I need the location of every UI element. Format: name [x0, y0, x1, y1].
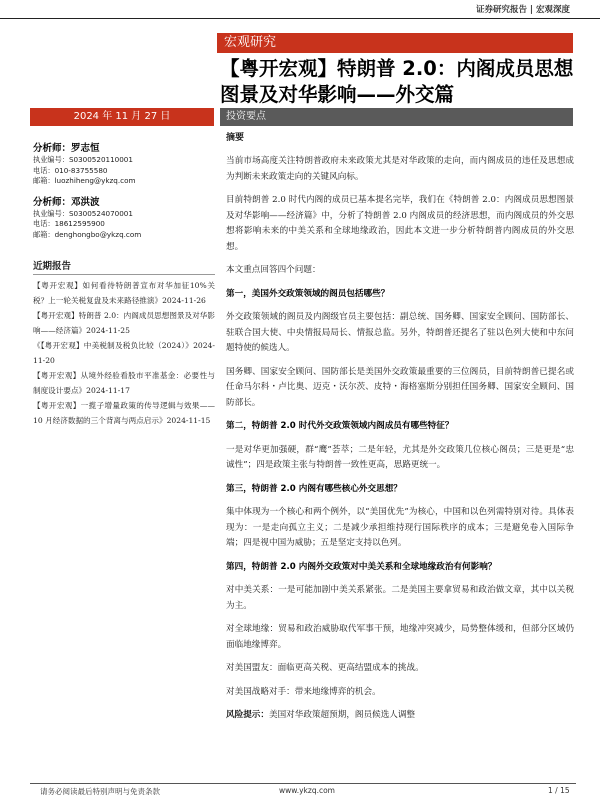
- analyst-phone: 电话：010-83755580: [33, 165, 108, 175]
- abstract-heading: 摘要: [226, 133, 245, 143]
- recent-report-link[interactable]: 【粤开宏观】从境外经验看股市平准基金：必要性与制度设计要点》2024-11-17: [33, 371, 215, 395]
- abstract-section: [226, 130, 574, 732]
- analyst-block: [33, 140, 215, 187]
- paragraph: 国务卿、国家安全顾问、国防部长是美国外交政策最重要的三位阁员，目前特朗普已提名或任命马尔科・卢比奥、迈克・沃尔茨、皮特・海格塞斯分别担任国务卿、国家安全顾问、国防部长。: [226, 366, 574, 408]
- page-header: [0, 0, 600, 19]
- investment-highlights-band: 投资要点: [220, 108, 573, 126]
- paragraph: 外交政策领域的阁员及内阁级官员主要包括：副总统、国务卿、国家安全顾问、国防部长、驻联合国大使、中央情报局局长、情报总监。另外，特朗普还提名了驻以色列大使和中东问题特使的候选人。: [226, 312, 574, 353]
- paragraph: 本文重点回答四个问题：: [226, 265, 321, 275]
- question-heading: 第二，特朗普 2.0 时代外交政策领域内阁成员有哪些特征？: [226, 421, 454, 431]
- analyst-block: [33, 194, 215, 241]
- risk-text: 美国对华政策超预期，阁员候选人调整: [268, 710, 416, 720]
- paragraph: 对中美关系：一是可能加剧中美关系紧张。二是美国主要拿贸易和政治做文章，其中以关税为主。: [226, 585, 574, 611]
- risk-label: 风险提示：: [226, 710, 269, 720]
- analyst-license: 执业编号：S0300524070001: [33, 208, 133, 218]
- paragraph: 当前市场高度关注特朗普政府未来政策尤其是对华政策的走向，而内阁成员的违任及思想成为判断未来政策走向的关键风向标。: [226, 156, 574, 182]
- analyst-name: 分析师：罗志恒: [33, 143, 100, 154]
- question-heading: 第四，特朗普 2.0 内阁外交政策对中美关系和全球地缘政治有何影响？: [226, 561, 497, 572]
- paragraph: 目前特朗普 2.0 时代内阁的成员已基本提名完毕，我们在《特朗普 2.0：内阁成员思想图景及对华影响——经济篇》中，分析了特朗普 2.0 内阁成员的经济思想，而内阁成员的外交思想将影响未来的中美关系和全球地缘政治，因此本文进一步分析特朗普内阁成员的外交思想。: [226, 195, 574, 252]
- section-label: 宏观研究: [217, 33, 573, 53]
- page-number: 1 / 15: [548, 786, 570, 795]
- analyst-name: 分析师：邓洪波: [33, 196, 100, 208]
- recent-report-link[interactable]: 【粤开宏观】特朗普 2.0：内阁成员思想图景及对华影响——经济篇》2024-11-25: [33, 311, 215, 335]
- analyst-license: 执业编号：S0300520110001: [33, 155, 133, 164]
- sidebar: [33, 140, 215, 428]
- paragraph: 对全球地缘：贸易和政治威胁取代军事干预，地缘冲突减少，局势整体缓和，但部分区域仍面临地缘博弈。: [226, 624, 574, 650]
- analyst-email[interactable]: 邮箱：luozhiheng@ykzq.com: [33, 176, 136, 185]
- paragraph: 对美国盟友：面临更高关税、更高结盟成本的挑战。: [226, 663, 424, 673]
- risk-warning: [226, 708, 574, 724]
- paragraph: 对美国战略对手：带来地缘博弈的机会。: [226, 686, 381, 697]
- report-date: 2024 年 11 月 27 日: [30, 108, 214, 126]
- question-heading: 第三，特朗普 2.0 内阁有哪些核心外交思想？: [226, 483, 402, 494]
- footer-website[interactable]: www.ykzq.com: [279, 786, 335, 795]
- analyst-phone: 电话：18612595900: [33, 219, 105, 228]
- question-heading: 第一，美国外交政策领域的阁员包括哪些？: [226, 288, 390, 299]
- recent-report-link[interactable]: 【粤开宏观】一揽子增量政策的传导逻辑与效果——10 月经济数据的三个背离与两点启示》2024-11-15: [33, 401, 215, 425]
- header-label: 证券研究报告 | 宏观深度: [475, 5, 570, 15]
- paragraph: 集中体现为一个核心和两个例外，以“美国优先”为核心，中国和以色列需特别对待。具体表现为：一是走向孤立主义；二是减少承担维持现行国际秩序的成本；三是避免卷入国际争端；四是视中国为威胁；五是坚定支持以色列。: [226, 507, 574, 548]
- report-title: 【粤开宏观】特朗普 2.0：内阁成员思想图景及对华影响——外交篇: [220, 57, 574, 106]
- analyst-email[interactable]: 邮箱：denghongbo@ykzq.com: [33, 229, 142, 239]
- recent-report-link[interactable]: 《【粤开宏观】中美税制及税负比较（2024）》2024-11-20: [33, 341, 215, 365]
- recent-report-link[interactable]: 【粤开宏观】如何看待特朗普宣布对华加征10%关税？上一轮关税复盘及未来路径推演》2024-11-26: [33, 281, 215, 305]
- footer-disclaimer: 请务必阅读最后特别声明与免责条款: [40, 787, 160, 796]
- recent-reports-title: 近期报告: [33, 258, 215, 275]
- paragraph: 一是对华更加强硬，群“鹰”荟萃；二是年轻，尤其是外交政策几位核心阁员；三是更是“忠诚性”；四是政策主张与特朗普一致性更高，思路更统一。: [226, 444, 574, 470]
- footer-divider: [30, 783, 576, 784]
